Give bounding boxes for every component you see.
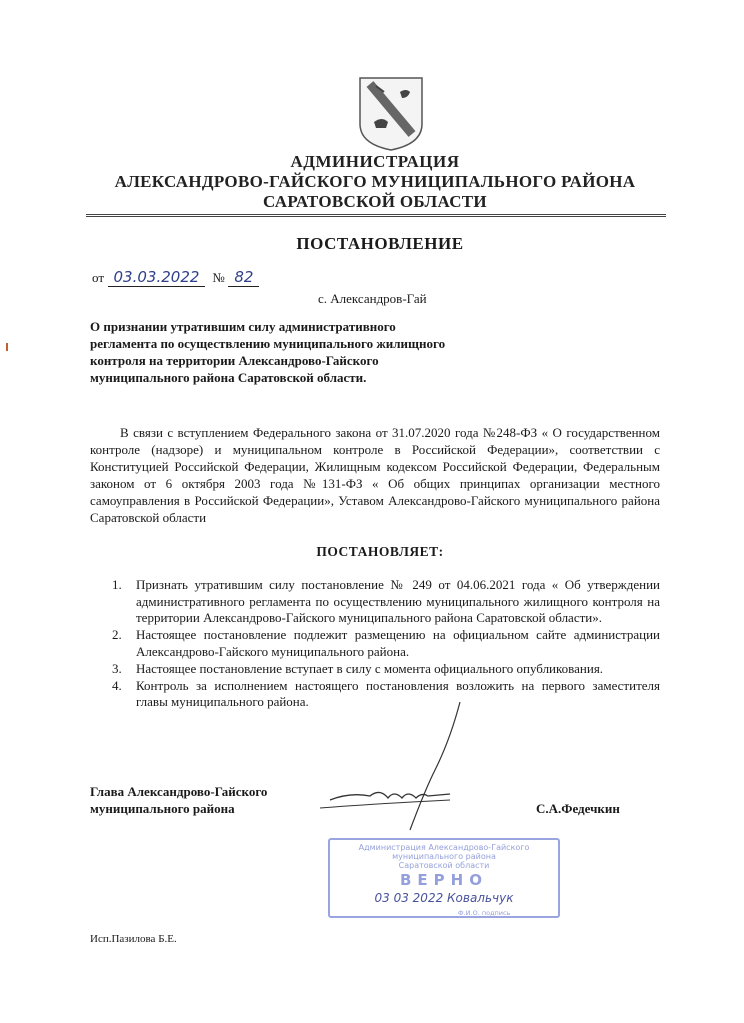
position-line-2: муниципального района [90, 801, 235, 816]
certification-stamp [328, 838, 560, 918]
executor-note: Исп.Пазилова Б.Е. [90, 933, 177, 945]
date-line [92, 268, 259, 287]
list-item [112, 577, 660, 627]
decree-heading: ПОСТАНОВЛЯЕТ: [316, 544, 444, 559]
item-text: Контроль за исполнением настоящего постановления возложить на первого заместителя главы муниципального района. [136, 677, 660, 709]
stamp-verified: ВЕРНО [400, 871, 488, 889]
stamp-line-2: муниципального района [392, 852, 496, 861]
document-subject: О признании утратившим силу административного регламента по осуществлению муниципального жилищного контроля на территории Александрово-Гайского муниципального района Саратовской области. [90, 319, 446, 385]
document-number: 82 [228, 268, 259, 287]
header-divider [86, 214, 666, 217]
header-line-1: АДМИНИСТРАЦИЯ [290, 152, 460, 171]
stamp-line-1: Администрация Александрово-Гайского [358, 843, 530, 852]
signatory-position [90, 783, 267, 817]
header-line-2: АЛЕКСАНДРОВО-ГАЙСКОГО МУНИЦИПАЛЬНОГО РАЙОНА [114, 172, 636, 191]
item-number: 4. [112, 677, 122, 693]
number-label: № [212, 270, 225, 285]
position-line-1: Глава Александрово-Гайского [90, 784, 268, 799]
document-date: 03.03.2022 [108, 268, 206, 287]
decree-items-list [112, 577, 660, 711]
item-number: 1. [112, 577, 122, 592]
stamp-line-3: Саратовской области [398, 861, 490, 870]
signatory-name: С.А.Федечкин [536, 801, 620, 816]
stamp-caption: Ф.И.О. подпись [458, 909, 511, 917]
list-item [112, 627, 660, 660]
coat-of-arms-icon [356, 74, 426, 152]
preamble-paragraph: В связи с вступлением Федерального закона от 31.07.2020 года №248-ФЗ « О государственном контроле (надзоре) и муниципальном контроле в Российской Федерации», соответствии с Конституцией Российской Федерации, Жилищным кодексом Российской Федерации, Федеральным законом от 6 октября 2003 года №131-ФЗ « Об общих принципах организации местного самоуправления в Российской Федерации», Уставом Александрово-Гайского муниципального района Саратовской области [90, 425, 660, 525]
item-text: Настоящее постановление вступает в силу с момента официального опубликования. [136, 660, 604, 676]
document-title: ПОСТАНОВЛЕНИЕ [296, 234, 464, 253]
item-text: Признать утратившим силу постановление № 249 от 04.06.2021 года « Об утверждении административного регламента по осуществлению муниципального жилищного контроля на территории Александрово-Гайского муниципального района Саратовской области». [136, 577, 660, 625]
scan-mark [6, 343, 8, 351]
place-of-issue: с. Александров-Гай [318, 291, 427, 306]
item-number: 3. [112, 660, 122, 676]
stamp-handwritten-date: 03 03 2022 Ковальчук [374, 891, 514, 905]
item-text: Настоящее постановление подлежит размещению на официальном сайте администрации Александрово-Гайского муниципального района. [136, 627, 660, 659]
from-label: от [92, 270, 105, 285]
header-line-3: САРАТОВСКОЙ ОБЛАСТИ [263, 192, 487, 211]
handwritten-signature [310, 700, 470, 840]
item-number: 2. [112, 627, 122, 642]
list-item [112, 661, 660, 678]
